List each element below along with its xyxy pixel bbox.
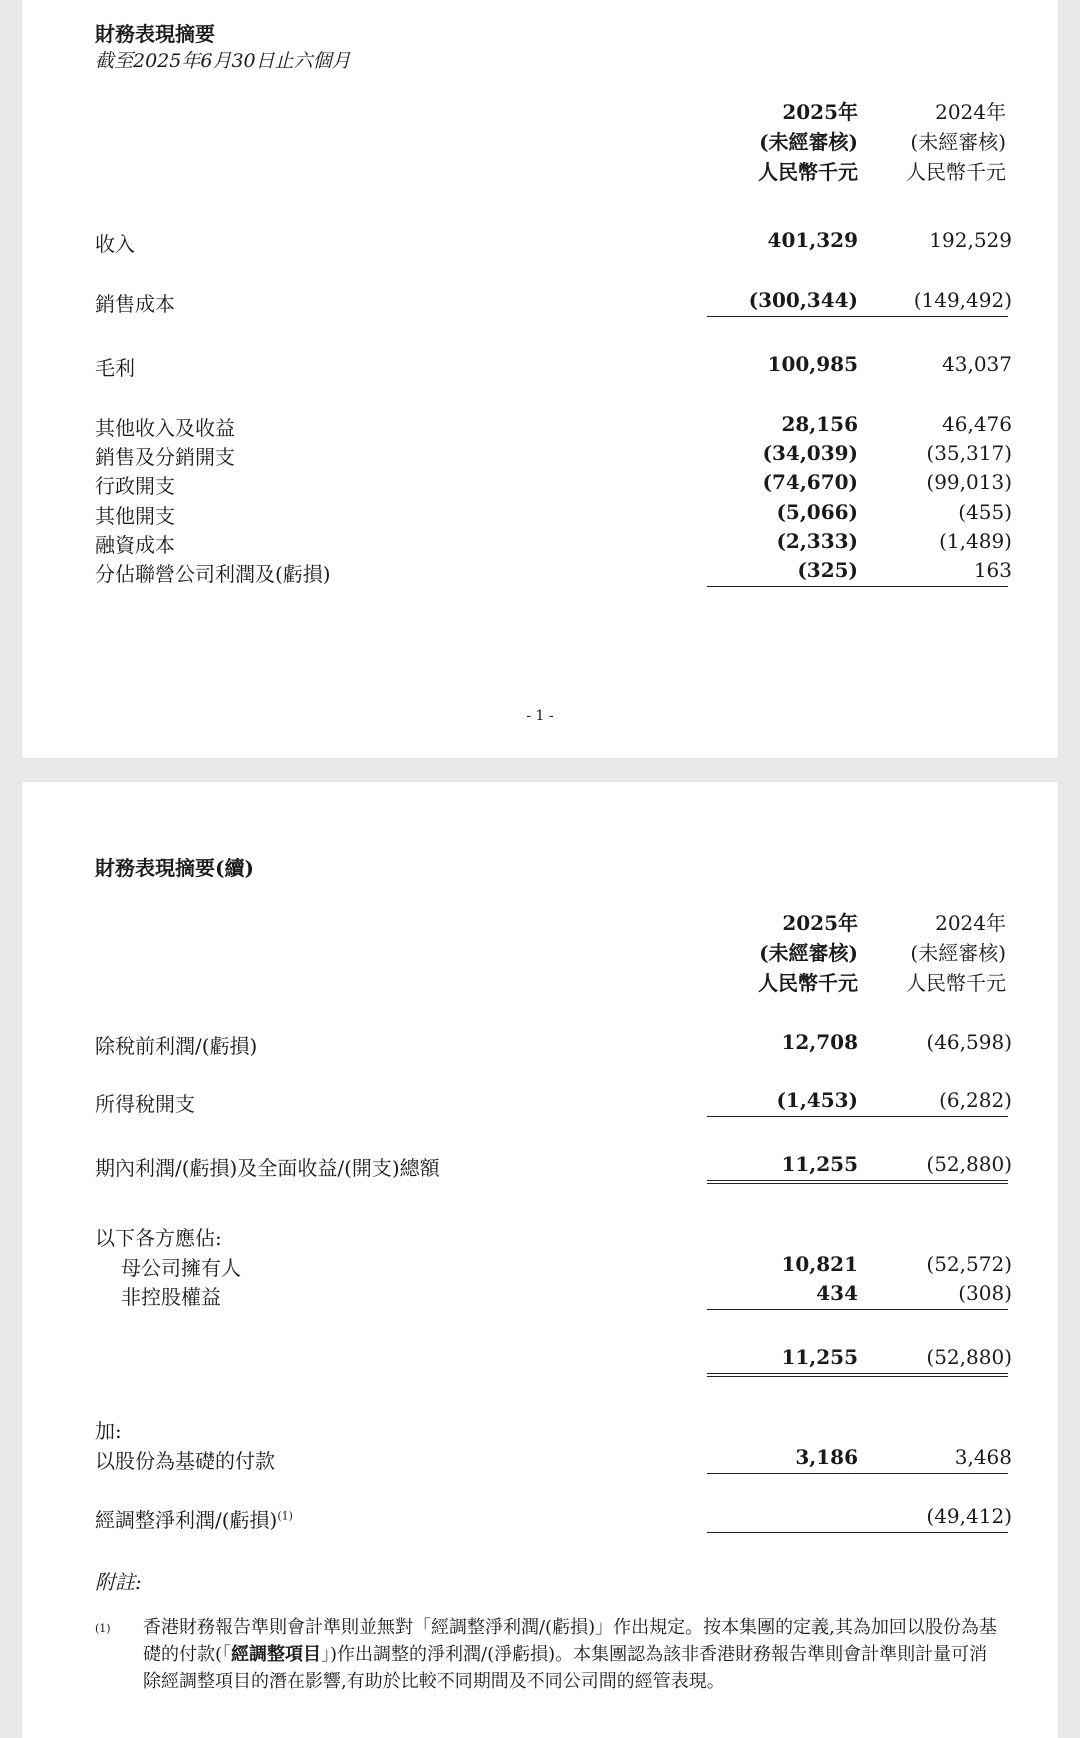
row-label-finance-costs: 融資成本	[95, 533, 175, 557]
footnote-text: 香港財務報告準則會計準則並無對「經調整淨利潤/(虧損)」作出規定。按本集團的定義,其為加回以股份為基礎的付款(「經調整項目」)作出調整的淨利潤/(淨虧損)。本集團認為該非香港財務報告準則會計準則計量可消除經調整項目的潛在影響,有助於比較不同期間及不同公司間的經管表現。	[143, 1617, 997, 1692]
subtotal-rule	[707, 586, 859, 587]
value-2024-finance-costs: (1,489)	[939, 529, 1012, 553]
row-label-gross-profit: 毛利	[95, 356, 135, 380]
subtotal-rule	[855, 316, 1008, 317]
row-label-revenue: 收入	[95, 232, 135, 256]
column-header-2025: 2025年 (未經審核) 人民幣千元	[758, 100, 858, 184]
document-page-1	[22, 0, 1058, 758]
page-number: - 1 -	[526, 708, 554, 724]
row-label-selling-expenses: 銷售及分銷開支	[95, 445, 235, 469]
subtotal-rule	[707, 316, 859, 317]
row-label-non-controlling: 非控股權益	[121, 1285, 221, 1309]
column-header-2024: 2024年 (未經審核) 人民幣千元	[906, 100, 1006, 184]
subtotal-rule	[855, 1473, 1008, 1474]
row-label-share-of-associates: 分佔聯營公司利潤及(虧損)	[95, 562, 331, 586]
value-2025-non-controlling: 434	[816, 1281, 858, 1305]
subtotal-rule	[707, 1473, 859, 1474]
value-2024-other-expenses: (455)	[958, 500, 1012, 524]
notes-title: 附註:	[95, 1570, 142, 1594]
value-2025-revenue: 401,329	[767, 228, 858, 252]
value-2025-income-tax: (1,453)	[776, 1088, 858, 1112]
row-label-adjusted-net-profit: 經調整淨利潤/(虧損)$^{(1)}$	[95, 1508, 293, 1532]
row-label-share-based-payment: 以股份為基礎的付款	[95, 1449, 275, 1473]
period-subtitle: 截至2025年6月30日止六個月	[95, 50, 351, 72]
value-2024-profit-before-tax: (46,598)	[926, 1030, 1012, 1054]
value-2024-other-income: 46,476	[942, 412, 1012, 436]
row-label-attributable-to: 以下各方應佔:	[95, 1226, 222, 1250]
row-label-admin-expenses: 行政開支	[95, 474, 175, 498]
value-2024-share-based-payment: 3,468	[954, 1445, 1012, 1469]
value-2025-share-based-payment: 3,186	[795, 1445, 858, 1469]
value-2025-owners-of-parent: 10,821	[781, 1252, 858, 1276]
value-2025-share-of-associates: (325)	[797, 558, 858, 582]
subtotal-rule	[855, 1532, 1008, 1533]
footnote-marker: (1)	[95, 1622, 111, 1635]
row-label-profit-before-tax: 除稅前利潤/(虧損)	[95, 1034, 258, 1058]
page-title: 財務表現摘要(續)	[95, 856, 254, 880]
value-2024-attributable-total: (52,880)	[926, 1345, 1012, 1369]
subtotal-rule	[855, 586, 1008, 587]
value-2025-total-comprehensive: 11,255	[781, 1152, 858, 1176]
value-2024-owners-of-parent: (52,572)	[926, 1252, 1012, 1276]
value-2025-other-expenses: (5,066)	[776, 500, 858, 524]
page-title: 財務表現摘要	[95, 22, 215, 46]
value-2025-cost-of-sales: (300,344)	[748, 288, 858, 312]
row-label-income-tax: 所得稅開支	[95, 1092, 195, 1116]
value-2024-selling-expenses: (35,317)	[926, 441, 1012, 465]
value-2024-admin-expenses: (99,013)	[926, 470, 1012, 494]
total-double-rule	[855, 1180, 1008, 1184]
total-double-rule	[855, 1373, 1008, 1377]
value-2024-gross-profit: 43,037	[942, 352, 1012, 376]
document-page-2	[22, 782, 1058, 1738]
total-double-rule	[707, 1373, 859, 1377]
row-label-owners-of-parent: 母公司擁有人	[121, 1256, 241, 1280]
value-2024-non-controlling: (308)	[958, 1281, 1012, 1305]
row-label-other-expenses: 其他開支	[95, 504, 175, 528]
subtotal-rule	[707, 1532, 859, 1533]
value-2024-total-comprehensive: (52,880)	[926, 1152, 1012, 1176]
value-2024-income-tax: (6,282)	[939, 1088, 1012, 1112]
value-2025-gross-profit: 100,985	[767, 352, 858, 376]
value-2024-revenue: 192,529	[929, 228, 1012, 252]
row-label-total-comprehensive: 期內利潤/(虧損)及全面收益/(開支)總額	[95, 1156, 440, 1180]
value-2025-finance-costs: (2,333)	[776, 529, 858, 553]
value-2024-adjusted-net-profit: (49,412)	[926, 1504, 1012, 1528]
value-2025-admin-expenses: (74,670)	[762, 470, 858, 494]
subtotal-rule	[707, 1116, 859, 1117]
row-label-cost-of-sales: 銷售成本	[95, 292, 175, 316]
subtotal-rule	[707, 1309, 859, 1310]
value-2025-profit-before-tax: 12,708	[781, 1030, 858, 1054]
column-header-2025: 2025年 (未經審核) 人民幣千元	[758, 911, 858, 995]
subtotal-rule	[855, 1309, 1008, 1310]
value-2024-share-of-associates: 163	[973, 558, 1012, 582]
subtotal-rule	[855, 1116, 1008, 1117]
row-label-add: 加:	[95, 1419, 122, 1443]
value-2025-attributable-total: 11,255	[781, 1345, 858, 1369]
total-double-rule	[707, 1180, 859, 1184]
value-2024-cost-of-sales: (149,492)	[913, 288, 1012, 312]
value-2025-other-income: 28,156	[781, 412, 858, 436]
column-header-2024: 2024年 (未經審核) 人民幣千元	[906, 911, 1006, 995]
row-label-other-income: 其他收入及收益	[95, 416, 235, 440]
value-2025-selling-expenses: (34,039)	[762, 441, 858, 465]
